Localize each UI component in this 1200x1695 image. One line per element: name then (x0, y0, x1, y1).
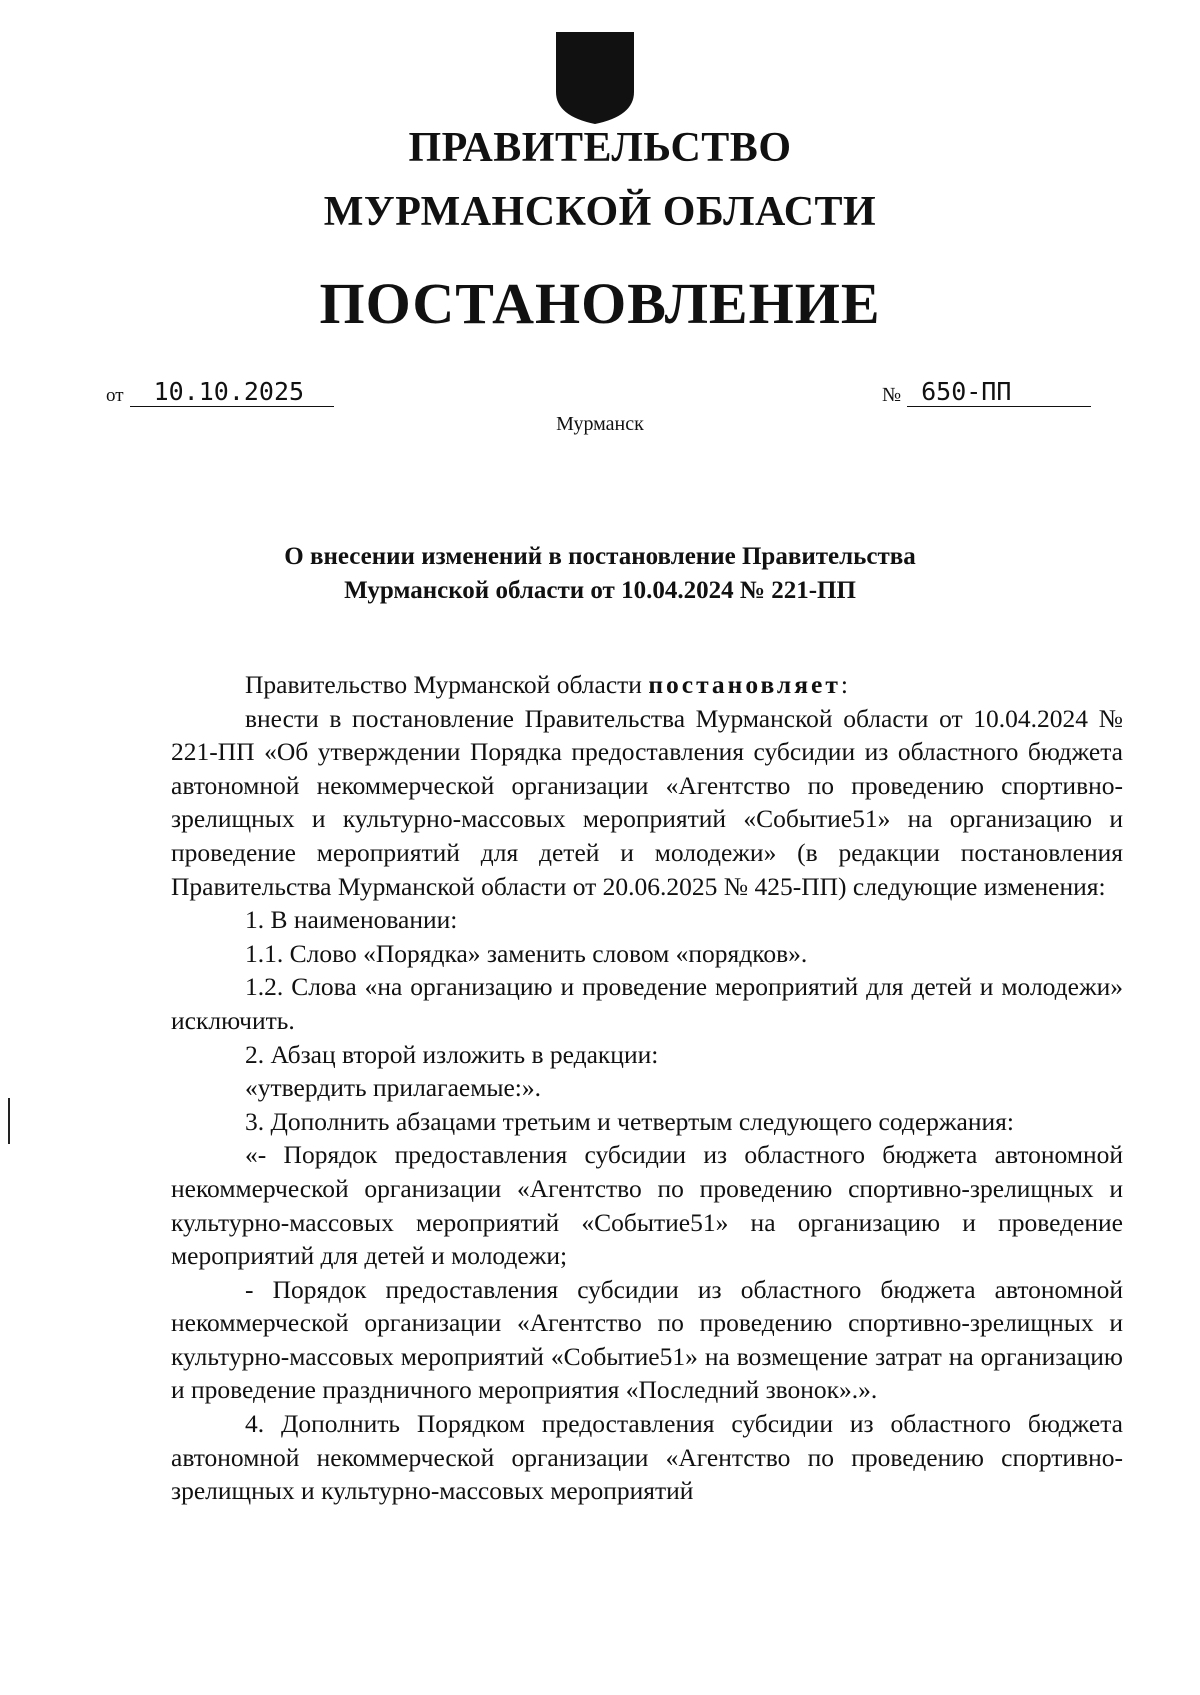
intro-paragraph (171, 668, 1123, 702)
intro-colon: : (840, 670, 848, 699)
date-prefix: от (106, 385, 124, 406)
body-paragraph: 2. Абзац второй изложить в редакции: (245, 1039, 659, 1069)
intro-text: Правительство Мурманской области (245, 670, 649, 699)
subject-line1: О внесении изменений в постановление Правительства (284, 543, 916, 570)
document-date (106, 378, 334, 407)
body-paragraph: внести в постановление Правительства Мурманской области от 10.04.2024 № 221-ПП «Об утверждении Порядка предоставления субсидии из областного бюджета автономной некоммерческой организации «Агентство по проведению спортивно-зрелищных и культурно-массовых мероприятий «Событие51» на организацию и проведение мероприятий для детей и молодежи» (в редакции постановления Правительства Мурманской области от 20.06.2025 № 425-ПП) следующие изменения: (171, 703, 1123, 901)
body-paragraph: «- Порядок предоставления субсидии из областного бюджета автономной некоммерческой организации «Агентство по проведению спортивно-зрелищных и культурно-массовых мероприятий «Событие51» на организацию и проведение мероприятий для детей и молодежи; (171, 1140, 1123, 1271)
subject-line2: Мурманской области от 10.04.2024 № 221-ПП (344, 577, 856, 604)
body-paragraph: 3. Дополнить абзацами третьим и четвертым следующего содержания: (245, 1106, 1014, 1136)
body-paragraph: 4. Дополнить Порядком предоставления субсидии из областного бюджета автономной некоммерческой организации «Агентство по проведению спортивно-зрелищных и культурно-массовых мероприятий (171, 1409, 1123, 1506)
document-body (171, 668, 1123, 1508)
document-subject (0, 540, 1200, 608)
body-paragraph: 1. В наименовании: (245, 905, 458, 935)
organization-name-line2: МУРМАНСКОЙ ОБЛАСТИ (323, 189, 877, 235)
number-value: 650-ПП (907, 378, 1091, 407)
organization-name-line1: ПРАВИТЕЛЬСТВО (408, 125, 792, 171)
document-type: ПОСТАНОВЛЕНИЕ (319, 271, 881, 336)
number-prefix: № (882, 384, 902, 406)
body-paragraph: - Порядок предоставления субсидии из областного бюджета автономной некоммерческой организации «Агентство по проведению спортивно-зрелищных и культурно-массовых мероприятий «Событие51» на возмещение затрат на организацию и проведение праздничного мероприятия «Последний звонок».». (171, 1274, 1123, 1405)
body-paragraph: 1.2. Слова «на организацию и проведение мероприятий для детей и молодежи» исключить. (171, 972, 1123, 1035)
document-number (882, 378, 1091, 407)
date-value: 10.10.2025 (130, 378, 334, 407)
body-paragraph: 1.1. Слово «Порядка» заменить словом «порядков». (245, 938, 808, 968)
body-paragraph: «утвердить прилагаемые:». (245, 1073, 542, 1103)
scan-edge-mark (8, 1098, 10, 1144)
intro-decree-word: постановляет (648, 670, 841, 699)
city: Мурманск (556, 413, 644, 435)
coat-of-arms-icon (554, 30, 636, 126)
